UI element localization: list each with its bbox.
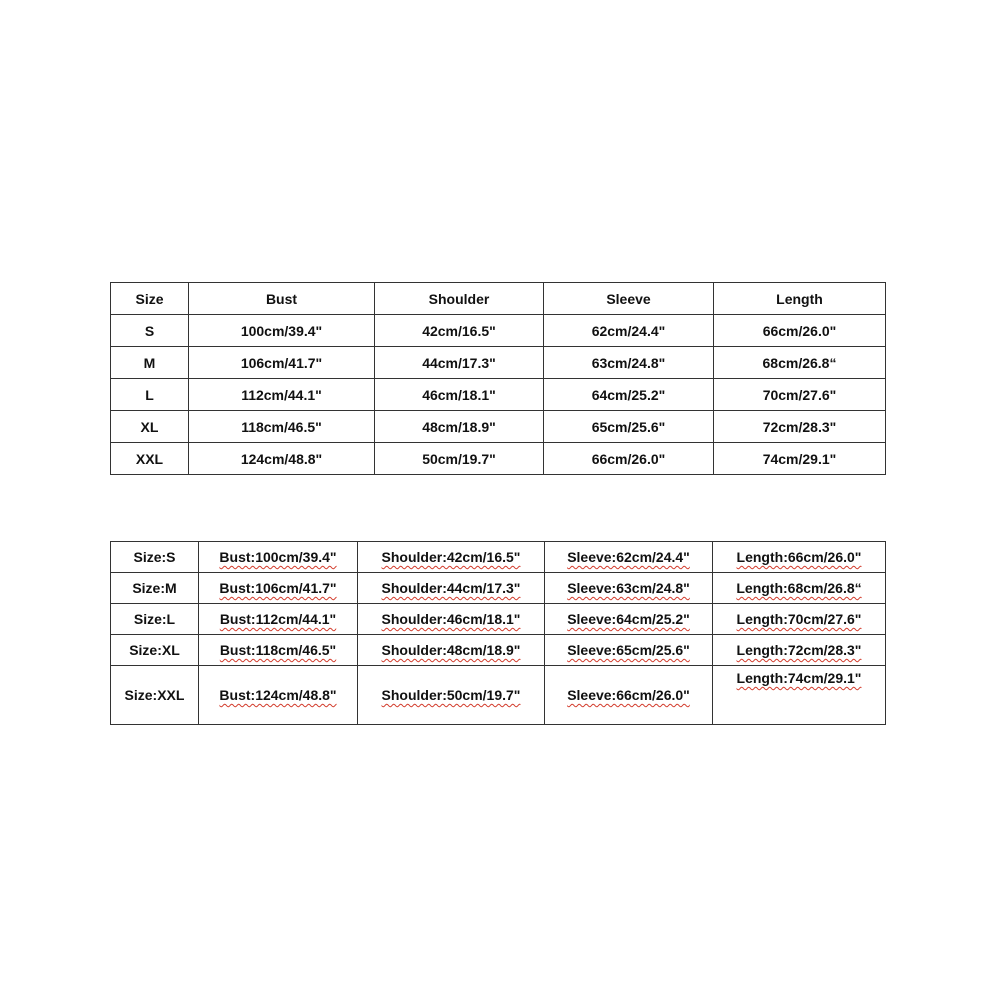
- table-row: [111, 443, 886, 475]
- size-cell: S: [111, 315, 189, 347]
- sleeve-cell: 66cm/26.0": [544, 443, 714, 475]
- size-cell: L: [111, 379, 189, 411]
- length-cell: [713, 604, 886, 635]
- header-bust: Bust: [189, 283, 375, 315]
- table-row: [111, 666, 886, 725]
- bust-cell: [199, 542, 358, 573]
- size-cell: M: [111, 347, 189, 379]
- sleeve-cell: [545, 573, 713, 604]
- shoulder-cell: 48cm/18.9": [375, 411, 544, 443]
- bust-cell: [199, 604, 358, 635]
- sleeve-cell: 63cm/24.8": [544, 347, 714, 379]
- shoulder-label: Shoulder:42cm/16.5": [381, 549, 521, 565]
- shoulder-label: Shoulder:48cm/18.9": [381, 642, 521, 658]
- bust-label: Bust:100cm/39.4": [219, 549, 337, 565]
- table-row: [111, 315, 886, 347]
- bust-cell: 124cm/48.8": [189, 443, 375, 475]
- sleeve-cell: 64cm/25.2": [544, 379, 714, 411]
- sleeve-label: Sleeve:66cm/26.0": [567, 687, 690, 703]
- shoulder-cell: [358, 666, 545, 725]
- shoulder-cell: 46cm/18.1": [375, 379, 544, 411]
- bust-label: Bust:124cm/48.8": [219, 687, 337, 703]
- table-row: [111, 379, 886, 411]
- bust-cell: [199, 666, 358, 725]
- table-row: [111, 411, 886, 443]
- table-row: [111, 347, 886, 379]
- bust-cell: 100cm/39.4": [189, 315, 375, 347]
- size-cell: [111, 542, 199, 573]
- length-cell: 70cm/27.6": [714, 379, 886, 411]
- shoulder-cell: [358, 542, 545, 573]
- length-cell: 74cm/29.1": [714, 443, 886, 475]
- labeled-size-chart-table: [110, 541, 886, 725]
- sleeve-cell: 65cm/25.6": [544, 411, 714, 443]
- length-label: Length:68cm/26.8“: [736, 580, 862, 596]
- size-cell: [111, 604, 199, 635]
- sleeve-cell: [545, 604, 713, 635]
- length-label: Length:70cm/27.6": [736, 611, 862, 627]
- bust-cell: [199, 573, 358, 604]
- length-label: Length:66cm/26.0": [736, 549, 862, 565]
- size-label: Size:M: [132, 580, 177, 596]
- bust-cell: [199, 635, 358, 666]
- header-sleeve: Sleeve: [544, 283, 714, 315]
- length-cell: [713, 666, 886, 725]
- length-label: Length:74cm/29.1": [736, 670, 862, 686]
- shoulder-cell: [358, 635, 545, 666]
- sleeve-label: Sleeve:63cm/24.8": [567, 580, 690, 596]
- table-row: [111, 635, 886, 666]
- shoulder-cell: 44cm/17.3": [375, 347, 544, 379]
- table-row: [111, 542, 886, 573]
- size-cell: [111, 635, 199, 666]
- table-row: [111, 573, 886, 604]
- sleeve-cell: [545, 635, 713, 666]
- bust-label: Bust:106cm/41.7": [219, 580, 337, 596]
- length-cell: [713, 635, 886, 666]
- shoulder-cell: [358, 573, 545, 604]
- header-length: Length: [714, 283, 886, 315]
- sleeve-label: Sleeve:64cm/25.2": [567, 611, 690, 627]
- length-cell: 72cm/28.3": [714, 411, 886, 443]
- length-cell: 66cm/26.0": [714, 315, 886, 347]
- size-cell: [111, 666, 199, 725]
- shoulder-cell: 50cm/19.7": [375, 443, 544, 475]
- shoulder-label: Shoulder:44cm/17.3": [381, 580, 521, 596]
- length-cell: [713, 542, 886, 573]
- length-cell: 68cm/26.8“: [714, 347, 886, 379]
- bust-label: Bust:118cm/46.5": [219, 642, 337, 658]
- length-label: Length:72cm/28.3": [736, 642, 862, 658]
- size-cell: [111, 573, 199, 604]
- size-chart-header-row: [111, 283, 886, 315]
- size-label: Size:XL: [129, 642, 180, 658]
- shoulder-label: Shoulder:50cm/19.7": [381, 687, 521, 703]
- bust-cell: 118cm/46.5": [189, 411, 375, 443]
- shoulder-cell: [358, 604, 545, 635]
- sleeve-label: Sleeve:65cm/25.6": [567, 642, 690, 658]
- header-shoulder: Shoulder: [375, 283, 544, 315]
- size-cell: XXL: [111, 443, 189, 475]
- sleeve-cell: [545, 542, 713, 573]
- bust-cell: 106cm/41.7": [189, 347, 375, 379]
- bust-label: Bust:112cm/44.1": [219, 611, 337, 627]
- shoulder-cell: 42cm/16.5": [375, 315, 544, 347]
- header-size: Size: [111, 283, 189, 315]
- size-label: Size:L: [133, 611, 176, 627]
- sleeve-label: Sleeve:62cm/24.4": [567, 549, 690, 565]
- size-cell: XL: [111, 411, 189, 443]
- bust-cell: 112cm/44.1": [189, 379, 375, 411]
- size-label: Size:XXL: [124, 687, 185, 703]
- table-row: [111, 604, 886, 635]
- sleeve-cell: 62cm/24.4": [544, 315, 714, 347]
- shoulder-label: Shoulder:46cm/18.1": [381, 611, 521, 627]
- length-cell: [713, 573, 886, 604]
- size-label: Size:S: [133, 549, 176, 565]
- sleeve-cell: [545, 666, 713, 725]
- size-chart-table: [110, 282, 886, 475]
